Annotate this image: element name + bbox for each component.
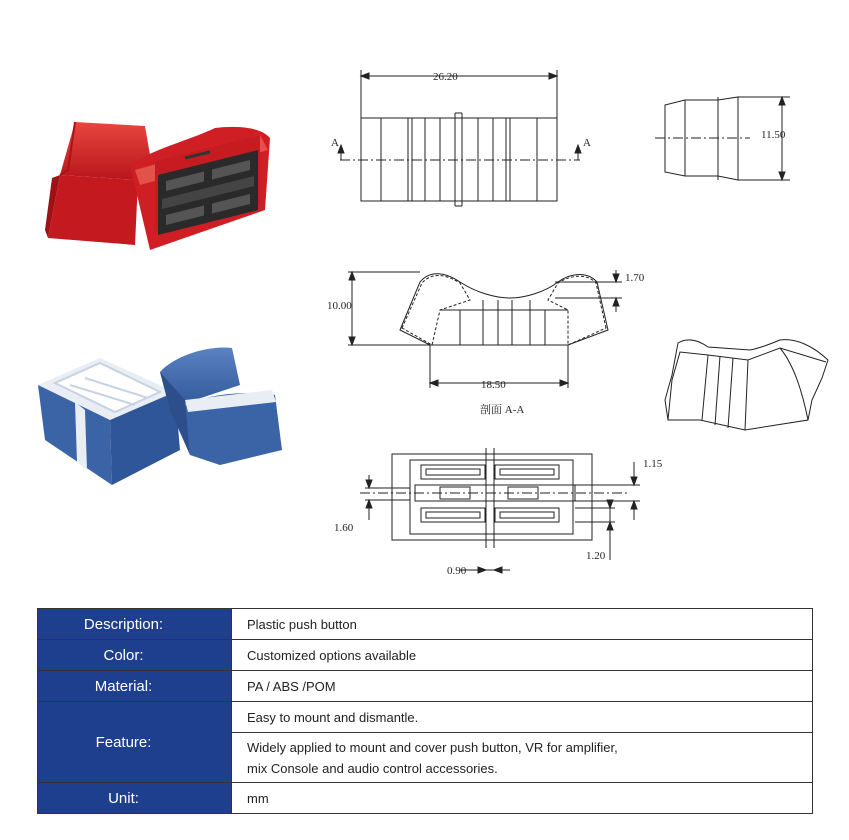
spec-value: Customized options available — [232, 640, 813, 671]
spec-row-color — [38, 640, 813, 671]
dim-height-section: 10.00 — [327, 300, 352, 312]
spec-label: Material: — [38, 671, 232, 702]
dim-slot-a: 1.60 — [334, 522, 354, 534]
spec-row-unit — [38, 783, 813, 814]
spec-value-line: mix Console and audio control accessories. — [247, 760, 498, 776]
spec-label: Feature: — [38, 702, 232, 783]
dim-inner-width: 18.50 — [481, 379, 506, 391]
section-marker-left: A — [331, 137, 339, 149]
spec-value: Plastic push button — [232, 609, 813, 640]
spec-value: PA / ABS /POM — [232, 671, 813, 702]
dim-slot-b: 1.20 — [586, 550, 606, 562]
dim-slot-small: 1.15 — [643, 458, 663, 470]
dim-slot-c: 0.90 — [447, 565, 467, 577]
spec-row-feature — [38, 702, 813, 733]
spec-label: Color: — [38, 640, 232, 671]
spec-value: mm — [232, 783, 813, 814]
section-label: 剖面 A-A — [480, 404, 525, 416]
spec-value: Easy to mount and dismantle. — [232, 702, 813, 733]
dim-height-side: 11.50 — [761, 129, 786, 141]
spec-label: Description: — [38, 609, 232, 640]
section-view — [348, 270, 622, 388]
spec-table — [37, 608, 813, 814]
section-marker-right: A — [583, 137, 591, 149]
spec-value-line: Widely applied to mount and cover push button, VR for amplifier, — [247, 739, 618, 755]
isometric-view — [665, 340, 828, 430]
spec-row-description — [38, 609, 813, 640]
spec-label: Unit: — [38, 783, 232, 814]
dim-width: 26.20 — [433, 71, 458, 83]
spec-value — [232, 733, 813, 783]
dim-top-thickness: 1.70 — [625, 272, 645, 284]
spec-row-material — [38, 671, 813, 702]
top-view — [338, 70, 581, 206]
